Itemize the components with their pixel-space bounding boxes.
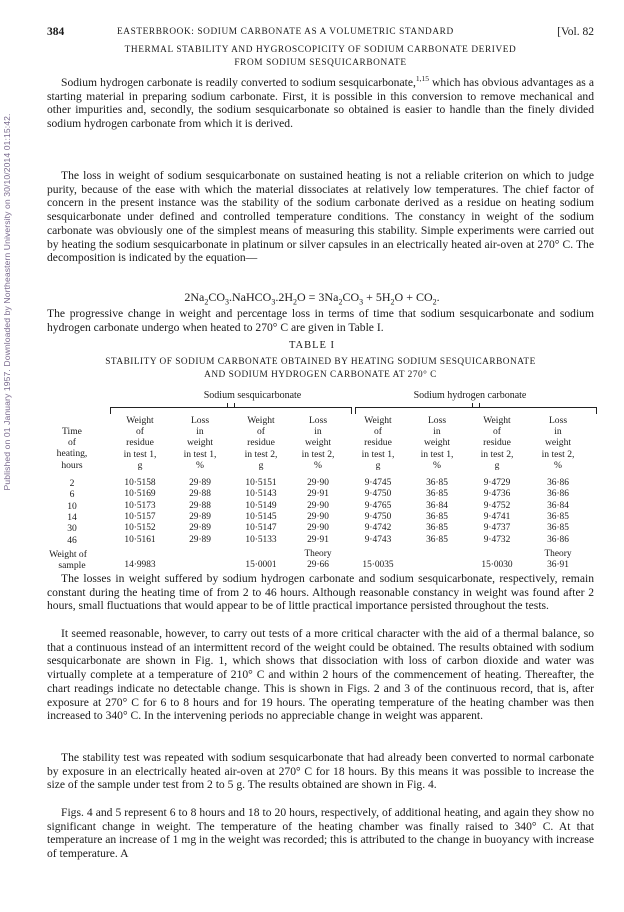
table-row-time: 14 [67, 511, 77, 523]
table-cell: 36·86 [547, 478, 569, 488]
column-header-line: Weight [483, 415, 511, 426]
sample-weight: 15·0035 [362, 559, 394, 570]
table-cell: 29·90 [307, 511, 329, 522]
table-cell: 10·5145 [245, 511, 277, 522]
column-header-line: in [433, 426, 441, 438]
table-cell: 36·86 [547, 534, 569, 545]
paragraph-6: The stability test was repeated with sodium sesquicarbonate that had already been converted to normal carbonate by exposure in an electrically heated air-oven at 270° C for 18 hours. By this means it was possible to increase the size of the sample under test from 2 to 5 g. The results obtained are shown in Fig. 4. [47, 751, 594, 792]
table-cell: 9·4729 [483, 478, 511, 488]
column-header-line: in test 2, [301, 448, 335, 460]
column-header-line: in test 1, [183, 448, 217, 460]
column-header-line: % [554, 459, 562, 471]
column-header-line: residue [483, 437, 511, 449]
section-title-line-1: THERMAL STABILITY AND HYGROSCOPICITY OF SODIUM CARBONATE DERIVED [124, 45, 517, 55]
table-cell: 9·4743 [364, 534, 392, 545]
table-cell: 36·84 [547, 500, 569, 511]
table-title-line-2: AND SODIUM HYDROGEN CARBONATE AT 270° C [204, 370, 437, 380]
row-header-line: of [68, 437, 76, 449]
table-cell: 36·85 [426, 523, 448, 534]
sample-weight: 15·0001 [245, 559, 277, 570]
table-cell: 36·85 [426, 534, 448, 545]
table-cell: 29·88 [189, 500, 211, 511]
table-cell: 29·89 [189, 534, 211, 545]
column-header-line: in test 1, [123, 448, 157, 460]
footer-label-line: Weight of [49, 548, 87, 560]
column-header-line: of [493, 426, 501, 438]
row-header-line: hours [61, 459, 83, 471]
paragraph-1-text: Sodium hydrogen carbonate is readily converted to sodium sesquicarbonate,$^{1,15}$ which has obvious advantages as a starting material in preparing sodium carbonate. First, it is possible in this conversion to remove mechanical and other impurities and, secondly, the sodium sesquicarbonate so obtained is easier to handle than the finely divided sodium hydrogen carbonate from which it is derived. [47, 74, 594, 130]
table-cell: 10·5157 [124, 511, 156, 522]
table-cell: 36·85 [426, 511, 448, 522]
table-cell: 10·5158 [124, 478, 156, 488]
column-header-line: Weight [364, 415, 392, 426]
decomposition-equation: $2Na_2CO_3.NaHCO_3.2H_2O = 3Na_2CO_3 + 5H_2O + CO_2$. [184, 290, 440, 307]
column-header-line: weight [423, 437, 451, 449]
table-row-time: 6 [69, 489, 75, 501]
paragraph-3: The progressive change in weight and percentage loss in terms of time that sodium sesquicarbonate and sodium hydrogen carbonate undergo when heated to 270° C are given in Table I. [47, 307, 594, 334]
table-cell: 9·4742 [364, 523, 392, 534]
column-header-line: of [136, 426, 144, 438]
table-cell: 29·90 [307, 478, 329, 488]
theory-value: 36·91 [547, 559, 569, 570]
column-header-line: in [314, 426, 322, 438]
table-cell: 9·4765 [364, 500, 392, 511]
table-cell: 29·91 [307, 534, 329, 545]
table-cell: 36·85 [547, 523, 569, 534]
column-header-line: Loss [308, 415, 328, 426]
running-title: EASTERBROOK: SODIUM CARBONATE AS A VOLUMETRIC STANDARD [117, 27, 454, 37]
table-cell: 10·5152 [124, 523, 156, 534]
column-header-line: % [314, 459, 322, 471]
table-cell: 10·5151 [245, 478, 277, 488]
sample-weight: 14·9983 [124, 559, 156, 570]
theory-value: 29·66 [307, 559, 329, 570]
group-header-hydrogen-carbonate: Sodium hydrogen carbonate [413, 390, 527, 401]
table-cell: 36·85 [426, 478, 448, 488]
table-cell: 36·85 [547, 511, 569, 522]
column-header-line: in test 2, [480, 448, 514, 460]
table-cell: 10·5147 [245, 523, 277, 534]
table-cell: 29·88 [189, 489, 211, 500]
table-cell: 29·89 [189, 523, 211, 534]
column-header-line: Loss [548, 415, 568, 426]
column-header-line: in test 1, [361, 448, 395, 460]
sample-weight: 15·0030 [481, 559, 513, 570]
table-cell: 9·4737 [483, 523, 511, 534]
group-brace-hydrogen-carbonate [355, 407, 597, 414]
theory-label: Theory [304, 548, 332, 559]
column-header-line: g [494, 459, 500, 471]
table-cell: 36·84 [426, 500, 448, 511]
column-header-line: residue [247, 437, 275, 449]
paragraph-2: The loss in weight of sodium sesquicarbonate on sustained heating is not a reliable criterion on which to judge purity, because of the ease with which the material dissociates at relatively low temperatures. The chief factor of concern in the present instance was the stability of the sodium carbonate derived as a residue on heating sodium sesquicarbonate under defined and controlled temperature conditions. The constancy in weight of the sodium carbonate was obviously one of the simplest means of measuring this stability. Simple experiments were carried out by heating the sodium sesquicarbonate in platinum or silver capsules in an electrically heated air-oven at 270° C. The decomposition is indicated by the equation— [47, 169, 594, 265]
column-header-line: of [374, 426, 382, 438]
table-cell: 9·4736 [483, 489, 511, 500]
column-header-line: Loss [427, 415, 447, 426]
table-cell: 9·4741 [483, 511, 511, 522]
table-cell: 9·4732 [483, 534, 511, 545]
column-header-line: g [375, 459, 381, 471]
table-title-line-1: STABILITY OF SODIUM CARBONATE OBTAINED BY HEATING SODIUM SESQUICARBONATE [105, 357, 536, 367]
column-header-line: g [258, 459, 264, 471]
column-header-line: weight [544, 437, 572, 449]
citation-superscript: 1,15 [415, 74, 429, 83]
column-header-line: Weight [247, 415, 275, 426]
table-cell: 29·89 [189, 478, 211, 488]
table-cell: 10·5169 [124, 489, 156, 500]
column-header-line: residue [126, 437, 154, 449]
table-row-time: 10 [67, 500, 77, 512]
table-cell: 10·5161 [124, 534, 156, 545]
table-cell: 36·86 [547, 489, 569, 500]
paragraph-5: It seemed reasonable, however, to carry out tests of a more critical character with the aid of a thermal balance, so that a continuous instead of an intermittent record of the weight could be obtained. The results obtained with sodium sesquicarbonate are shown in Fig. 1, which shows that dissociation with loss of carbon dioxide and water was virtually complete at a temperature of 210° C and within 2 hours of the commencement of heating. Thereafter, the chart readings indicate no detectable change. This is shown in Figs. 2 and 3 of the continuous record, that is, after exposure at 270° C for 6 to 8 hours and for 19 hours. The operating temperature of the heating chamber was then increased to 340° C. In the intervening periods no appreciable change in weight was apparent. [47, 627, 594, 723]
table-label: TABLE I [288, 340, 336, 351]
download-provenance-note: Published on 01 January 1957. Downloaded by Northeastern University on 30/10/2014 01:15:42. [2, 113, 12, 491]
column-header-line: % [196, 459, 204, 471]
paragraph-4: The losses in weight suffered by sodium hydrogen carbonate and sodium sesquicarbonate, respectively, remain constant during the heating time of from 2 to 46 hours. Although reasonable constancy in weight was found after 2 hours, small fluctuations that would appear to be of little practical importance persisted throughout the tests. [47, 572, 594, 613]
table-cell: 10·5133 [245, 534, 277, 545]
column-header-line: Loss [190, 415, 210, 426]
section-title-line-2: FROM SODIUM SESQUICARBONATE [234, 58, 407, 68]
column-header-line: in test 2, [541, 448, 575, 460]
table-cell: 36·85 [426, 489, 448, 500]
column-header-line: g [137, 459, 143, 471]
table-cell: 29·89 [189, 511, 211, 522]
column-header-line: % [433, 459, 441, 471]
group-header-sesquicarbonate: Sodium sesquicarbonate [203, 390, 302, 401]
paragraph-7: Figs. 4 and 5 represent 6 to 8 hours and 18 to 20 hours, respectively, of additional heating, and again they show no significant change in weight. The temperature of the heating chamber was finally raised to 340° C. At that temperature an increase of 1 mg in the weight was recorded; this is attributed to the change in buoyancy with increase of temperature. A [47, 806, 594, 861]
column-header-line: in [196, 426, 204, 438]
row-header-line: Time [62, 426, 82, 437]
column-header-line: residue [364, 437, 392, 449]
table-cell: 29·90 [307, 500, 329, 511]
column-header-line: of [257, 426, 265, 438]
table-cell: 29·91 [307, 489, 329, 500]
table-cell: 9·4752 [483, 500, 511, 511]
table-cell: 9·4750 [364, 489, 392, 500]
table-cell: 29·90 [307, 523, 329, 534]
theory-label: Theory [544, 548, 572, 559]
column-header-line: in [554, 426, 562, 438]
table-cell: 10·5149 [245, 500, 277, 511]
column-header-line: Weight [126, 415, 154, 426]
group-brace-sesquicarbonate [110, 407, 352, 414]
table-cell: 10·5173 [124, 500, 156, 511]
table-row-time: 30 [67, 523, 77, 535]
column-header-line: weight [186, 437, 214, 449]
page-number: 384 [47, 26, 65, 38]
column-header-line: in test 1, [420, 448, 454, 460]
table-row-time: 46 [67, 534, 77, 546]
column-header-line: in test 2, [244, 448, 278, 460]
paragraph-1 [47, 72, 594, 131]
table-cell: 9·4745 [364, 478, 392, 488]
column-header-line: weight [304, 437, 332, 449]
volume-number: [Vol. 82 [557, 26, 594, 38]
table-cell: 9·4750 [364, 511, 392, 522]
running-header [47, 26, 594, 42]
footer-label-line: sample [58, 559, 86, 571]
row-header-line: heating, [56, 448, 88, 460]
table-cell: 10·5143 [245, 489, 277, 500]
table-row-time: 2 [69, 478, 75, 489]
